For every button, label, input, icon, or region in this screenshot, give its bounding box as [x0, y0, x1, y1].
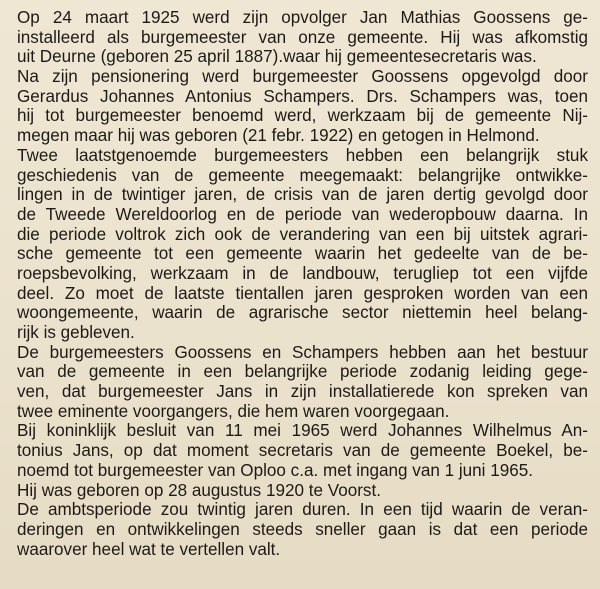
text-line: installeerd als burgemeester van onze gemeente. Hij was afkomstig: [17, 27, 588, 47]
text-line: roepsbevolking, werkzaam in de landbouw, terugliep tot een vijfde: [17, 263, 588, 283]
text-line: waarover heel wat te vertellen valt.: [17, 539, 281, 559]
text-line: van de gemeente in een belangrijke periode zodanig leiding gege-: [17, 362, 588, 382]
text-line: megen maar hij was geboren (21 febr. 1922) en getogen in Helmond.: [17, 126, 540, 146]
text-line: Hij was geboren op 28 augustus 1920 te Voorst.: [17, 480, 381, 500]
text-line: noemd tot burgemeester van Oploo c.a. met ingang van 1 juni 1965.: [17, 460, 533, 480]
text-line: Na zijn pensionering werd burgemeester Goossens opgevolgd door: [17, 67, 588, 87]
text-line: tonius Jans, op dat moment secretaris van de gemeente Boekel, be-: [17, 441, 588, 461]
text-line: Op 24 maart 1925 werd zijn opvolger Jan Mathias Goossens ge-: [17, 8, 588, 27]
body-text: [17, 8, 588, 559]
text-line: geschiedenis van de gemeente meegemaakt: belangrijke ontwikke-: [17, 165, 588, 185]
text-line: woongemeente, waarin de agrarische sector niettemin heel belang-: [17, 303, 588, 323]
text-line: lingen in de twintiger jaren, de crisis van de jaren dertig gevolgd door: [17, 185, 588, 205]
text-line: ven, dat burgemeester Jans in zijn installatierede kon spreken van: [17, 382, 588, 402]
text-line: Bij koninklijk besluit van 11 mei 1965 werd Johannes Wilhelmus An-: [17, 421, 588, 441]
text-line: De burgemeesters Goossens en Schampers hebben aan het bestuur: [17, 342, 588, 362]
text-line: De ambtsperiode zou twintig jaren duren. In een tijd waarin de veran-: [17, 500, 588, 520]
text-line: sche gemeente tot een gemeente waarin het gedeelte van de be-: [17, 244, 588, 264]
text-line: uit Deurne (geboren 25 april 1887).waar hij gemeentesecretaris was.: [17, 47, 537, 67]
text-line: deel. Zo moet de laatste tientallen jaren gesproken worden van een: [17, 283, 588, 303]
text-line: Twee laatstgenoemde burgemeesters hebben een belangrijk stuk: [17, 145, 588, 165]
text-line: rijk is gebleven.: [17, 323, 135, 342]
text-line: deringen en ontwikkelingen steeds sneller gaan is dat een periode: [17, 519, 588, 539]
text-line: die periode voltrok zich ook de verandering van een bij uitstek agrari-: [17, 224, 588, 244]
text-line: de Tweede Wereldoorlog en de periode van wederopbouw daarna. In: [17, 204, 588, 224]
text-line: hij tot burgemeester benoemd werd, werkzaam bij de gemeente Nij-: [17, 106, 588, 126]
text-line: twee eminente voorgangers, die hem waren voorgegaan.: [17, 401, 450, 421]
text-line: Gerardus Johannes Antonius Schampers. Drs. Schampers was, toen: [17, 86, 588, 106]
